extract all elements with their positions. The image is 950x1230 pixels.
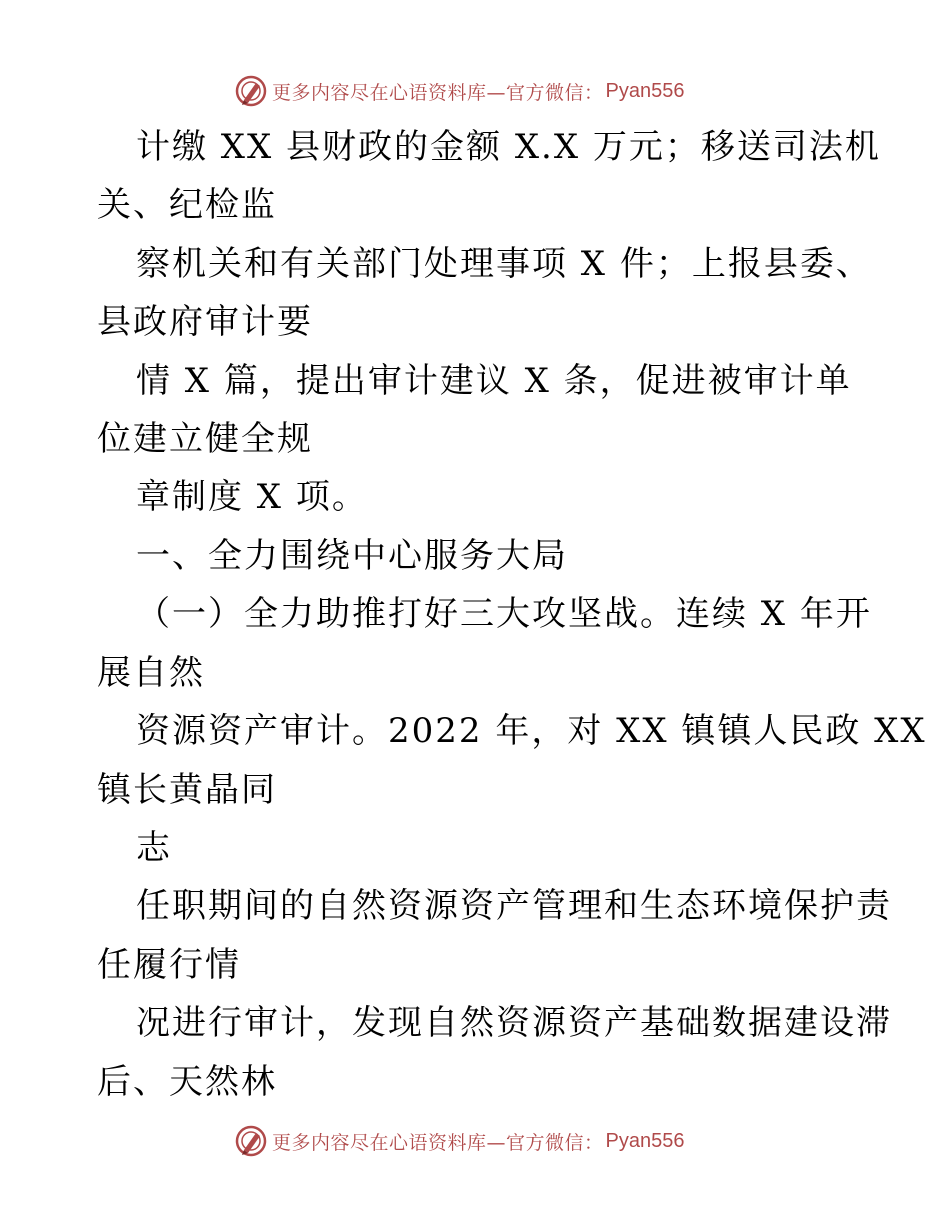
text-line: 后、天然林	[97, 1062, 277, 1102]
text-line: 章制度 X 项。	[136, 477, 368, 517]
text-line: 察机关和有关部门处理事项 X 件；上报县委、	[136, 244, 872, 284]
text-line: 任职期间的自然资源资产管理和生态环境保护责	[136, 886, 892, 926]
header-watermark	[234, 71, 714, 111]
text-line: 展自然	[97, 653, 205, 693]
text-line: 计缴 XX 县财政的金额 X.X 万元；移送司法机	[136, 127, 881, 167]
text-line: 任履行情	[97, 945, 241, 985]
watermark-text: 更多内容尽在心语资料库—官方微信：	[272, 81, 604, 104]
section-heading: 一、全力围绕中心服务大局	[136, 536, 568, 576]
watermark-text: 更多内容尽在心语资料库—官方微信：	[272, 1131, 604, 1154]
footer-watermark	[234, 1121, 714, 1161]
text-line: 志	[136, 828, 172, 868]
subsection-heading: （一）全力助推打好三大攻坚战。连续 X 年开	[136, 594, 872, 634]
watermark-wechat-id: Pyan556	[605, 1129, 685, 1152]
text-line: 县政府审计要	[97, 302, 313, 342]
text-line: 位建立健全规	[97, 419, 313, 459]
pen-logo-icon	[234, 74, 268, 108]
text-line: 情 X 篇，提出审计建议 X 条，促进被审计单	[136, 361, 852, 401]
text-line: 资源资产审计。2022 年，对 XX 镇镇人民政 XX	[136, 711, 927, 751]
text-line: 况进行审计，发现自然资源资产基础数据建设滞	[136, 1003, 892, 1043]
watermark-wechat-id: Pyan556	[605, 79, 685, 102]
text-line: 关、纪检监	[97, 185, 277, 225]
text-line: 镇长黄晶同	[97, 770, 277, 810]
pen-logo-icon	[234, 1124, 268, 1158]
